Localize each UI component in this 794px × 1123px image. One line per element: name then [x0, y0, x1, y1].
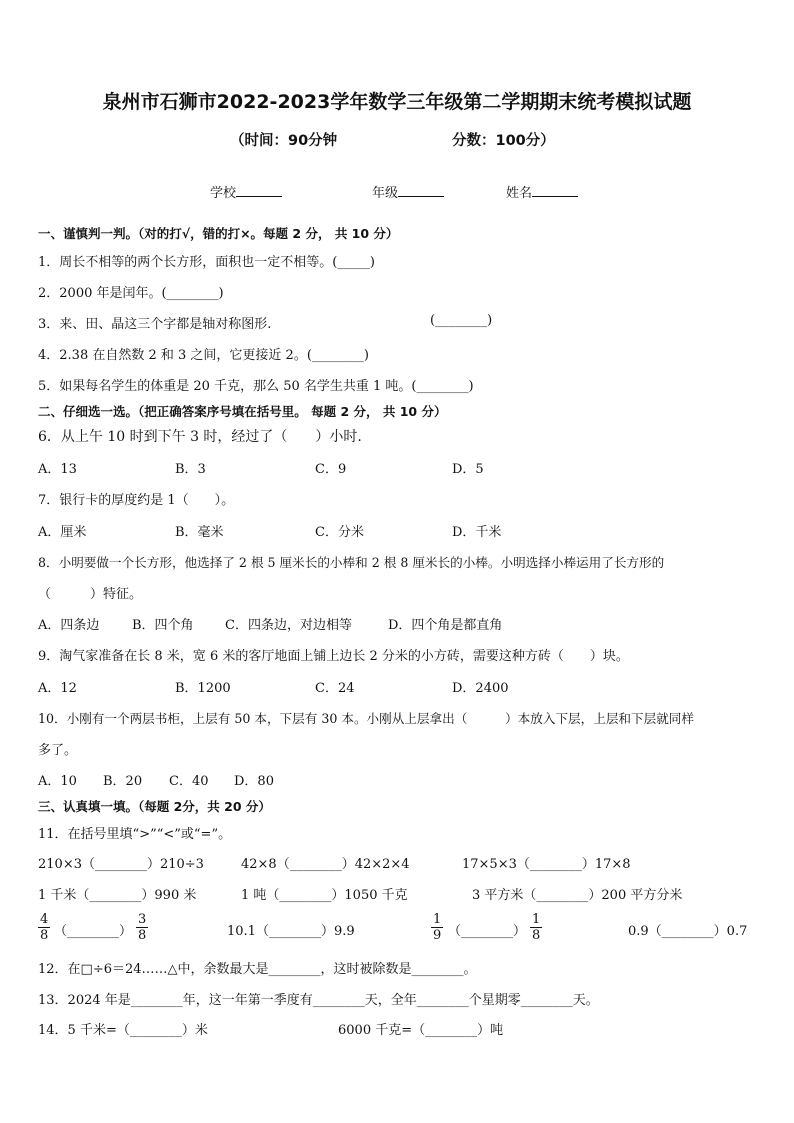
fraction-denominator: 8 [40, 928, 49, 943]
question-14-part1: 14．5 千米=（________）米 [38, 1023, 208, 1038]
q8-option-b[interactable]: B．四个角 [132, 618, 194, 633]
q11-row3-blank3: （________） [448, 924, 527, 939]
section-1-heading: 一、谨慎判一判。（对的打√，错的打×。每题 2 分， 共 10 分） [38, 226, 399, 241]
q7-option-b[interactable]: B．毫米 [175, 525, 224, 540]
q11-row2-item2: 1 吨（________）1050 千克 [241, 888, 408, 903]
question-14-part2: 6000 千克=（________）吨 [338, 1023, 504, 1038]
grade-blank[interactable] [398, 184, 444, 197]
q8-option-c[interactable]: C．四条边，对边相等 [225, 618, 352, 633]
question-3-blank: (________) [430, 313, 493, 328]
grade-label: 年级 [372, 186, 399, 201]
question-8-cont: （ ）特征。 [38, 587, 143, 602]
q6-option-b[interactable]: B．3 [175, 462, 206, 477]
q11-row1-item1: 210×3（________）210÷3 [38, 857, 204, 872]
school-field[interactable] [210, 182, 282, 201]
q11-row3-blank1: （________） [54, 924, 133, 939]
exam-time: （时间：90分钟 [230, 133, 338, 149]
exam-score: 分数：100分） [452, 133, 555, 149]
q11-row3-item2: 10.1（________）9.9 [227, 924, 355, 939]
q8-option-a[interactable]: A．四条边 [38, 618, 100, 633]
q10-option-d[interactable]: D．80 [234, 774, 274, 789]
q6-option-a[interactable]: A．13 [38, 462, 77, 477]
question-9: 9．淘气家准备在长 8 米，宽 6 米的客厅地面上铺上边长 2 分米的小方砖，需要这种方砖（ ）块。 [38, 649, 629, 664]
school-label: 学校 [210, 186, 237, 201]
q11-fraction-1-9 [431, 912, 443, 943]
q11-row2-item1: 1 千米（________）990 米 [38, 888, 197, 903]
q10-option-c[interactable]: C．40 [169, 774, 209, 789]
question-1: 1．周长不相等的两个长方形，面积也一定不相等。(_____) [38, 255, 375, 270]
q11-row1-item2: 42×8（________）42×2×4 [241, 857, 410, 872]
name-field[interactable] [506, 182, 578, 201]
question-2: 2．2000 年是闰年。(________) [38, 286, 224, 301]
q11-row3-item4: 0.9（________）0.7 [628, 924, 748, 939]
q11-fraction-3-8 [136, 912, 148, 943]
fraction-numerator: 1 [433, 912, 442, 927]
fraction-denominator: 8 [138, 928, 147, 943]
page-title: 泉州市石狮市2022-2023学年数学三年级第二学期期末统考模拟试题 [102, 91, 692, 113]
fraction-numerator: 3 [138, 912, 147, 927]
q11-fraction-4-8 [38, 912, 50, 943]
fraction-numerator: 4 [40, 912, 49, 927]
q7-option-c[interactable]: C．分米 [315, 525, 364, 540]
question-6: 6．从上午 10 时到下午 3 时，经过了（ ）小时. [38, 429, 362, 445]
q11-fraction-1-8 [530, 912, 542, 943]
section-2-heading: 二、仔细选一选。（把正确答案序号填在括号里。 每题 2 分， 共 10 分） [38, 404, 447, 419]
question-10: 10．小刚有一个两层书柜，上层有 50 本，下层有 30 本。小刚从上层拿出（ ）本放入下层，上层和下层就同样 [38, 711, 694, 726]
q6-option-c[interactable]: C．9 [315, 462, 347, 477]
q9-option-b[interactable]: B．1200 [175, 681, 231, 696]
q10-option-b[interactable]: B．20 [103, 774, 143, 789]
question-7: 7．银行卡的厚度约是 1（ ）。 [38, 493, 235, 508]
section-3-heading: 三、认真填一填。（每题 2分，共 20 分） [38, 799, 271, 814]
fraction-numerator: 1 [532, 912, 541, 927]
question-10-cont: 多了。 [38, 743, 78, 758]
question-5: 5．如果每名学生的体重是 20 千克，那么 50 名学生共重 1 吨。(________) [38, 379, 474, 394]
question-11: 11．在括号里填“>”“<”或“=”。 [38, 827, 232, 842]
name-blank[interactable] [532, 184, 578, 197]
q9-option-d[interactable]: D．2400 [452, 681, 509, 696]
q8-option-d[interactable]: D．四个角是都直角 [388, 618, 503, 633]
fraction-denominator: 9 [433, 928, 442, 943]
q6-option-d[interactable]: D．5 [452, 462, 484, 477]
fraction-denominator: 8 [532, 928, 541, 943]
school-blank[interactable] [236, 184, 282, 197]
question-13: 13．2024 年是________年，这一年第一季度有________天，全年________个星期零________天。 [38, 993, 599, 1008]
question-8: 8．小明要做一个长方形，他选择了 2 根 5 厘米长的小棒和 2 根 8 厘米长的小棒。小明选择小棒运用了长方形的 [38, 555, 665, 570]
name-label: 姓名 [506, 186, 533, 201]
question-4: 4．2.38 在自然数 2 和 3 之间，它更接近 2。(________) [38, 348, 369, 363]
q7-option-d[interactable]: D．千米 [452, 525, 502, 540]
q10-option-a[interactable]: A．10 [38, 774, 77, 789]
q11-row1-item3: 17×5×3（________）17×8 [462, 857, 631, 872]
question-12: 12．在□÷6＝24……△中，余数最大是________，这时被除数是________。 [38, 962, 477, 977]
question-3: 3．来、田、晶这三个字都是轴对称图形. [38, 317, 272, 332]
q9-option-c[interactable]: C．24 [315, 681, 355, 696]
q9-option-a[interactable]: A．12 [38, 681, 77, 696]
q11-row2-item3: 3 平方米（________）200 平方分米 [472, 888, 683, 903]
q7-option-a[interactable]: A．厘米 [38, 525, 87, 540]
grade-field[interactable] [372, 182, 444, 201]
